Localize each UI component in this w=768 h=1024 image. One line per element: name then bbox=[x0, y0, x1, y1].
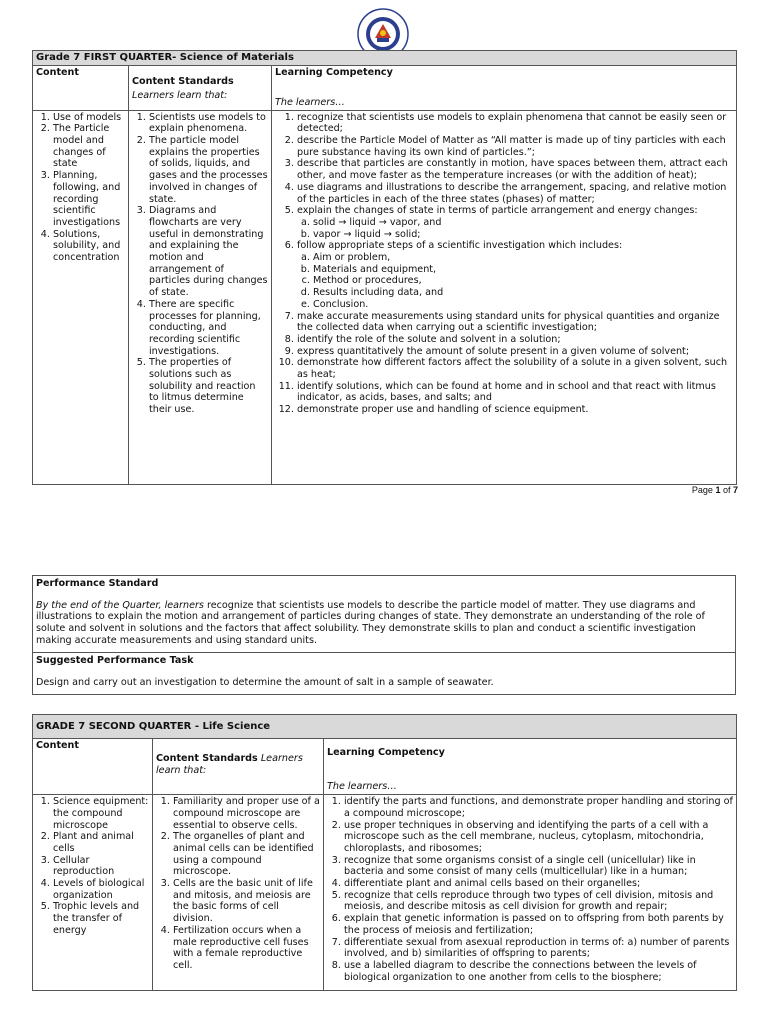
sub-list-item: a. Aim or problem, bbox=[313, 252, 733, 264]
list-item: 3. Cellular reproduction bbox=[53, 855, 149, 878]
q2-competency-sub: The learners… bbox=[324, 777, 737, 794]
performance-standard-label: Performance Standard bbox=[36, 578, 159, 589]
q1-title: Grade 7 FIRST QUARTER- Science of Materials bbox=[33, 51, 737, 66]
list-item: 1. Science equipment: the compound microscope bbox=[53, 796, 149, 831]
list-item: 2. describe the Particle Model of Matter as “All matter is made up of tiny particles with each pure substance having its own kind of particles.”; bbox=[297, 135, 733, 158]
q1-competency-cell bbox=[272, 110, 737, 484]
performance-standard-text: recognize that scientists use models to describe the particle model of matter. They use diagrams and illustrations to explain the motion and arrangement of particles during changes of state. They demonstrate an understanding of the role of solute and solvent in solutions and the factors that affect solubility. They demonstrate skills to plan and conduct a scientific investigation making accurate measurements and using standard units. bbox=[36, 599, 705, 646]
list-item: 1. recognize that scientists use models to explain phenomena that cannot be easily seen or detected; bbox=[297, 112, 733, 135]
q2-table bbox=[32, 714, 737, 991]
list-item: 4. There are specific processes for planning, conducting, and recording scientific investigations. bbox=[149, 299, 268, 358]
q2-standards-cell bbox=[153, 795, 324, 991]
list-item: 3. recognize that some organisms consist of a single cell (unicellular) like in bacteria and some consist of many cells (multicellular) like in a human; bbox=[344, 855, 733, 878]
list-item: 7. differentiate sexual from asexual reproduction in terms of: a) number of parents involved, and b) similarities of offspring to parents; bbox=[344, 937, 733, 960]
list-item: 2. The organelles of plant and animal cells can be identified using a compound microscope. bbox=[173, 831, 320, 878]
list-item: 11. identify solutions, which can be found at home and in school and that react with litmus indicator, as acids, bases, and salts; and bbox=[297, 381, 733, 404]
q2-col-competency: Learning Competency bbox=[327, 747, 445, 758]
sub-list-item: c. Method or procedures, bbox=[313, 275, 733, 287]
q2-title: GRADE 7 SECOND QUARTER - Life Science bbox=[33, 715, 737, 739]
list-item: 1. identify the parts and functions, and demonstrate proper handling and storing of a compound microscope; bbox=[344, 796, 733, 819]
list-item: 4. use diagrams and illustrations to describe the arrangement, spacing, and relative motion of the particles in each of the three states (phases) of matter; bbox=[297, 182, 733, 205]
q2-col-standards: Content Standards bbox=[156, 753, 258, 764]
list-item: 4. Levels of biological organization bbox=[53, 878, 149, 901]
q1-competency-sub: The learners… bbox=[272, 89, 737, 110]
list-item: 3. Planning, following, and recording scientific investigations bbox=[53, 170, 125, 229]
list-item: 3. describe that particles are constantly in motion, have spaces between them, attract each other, and move faster as the temperature increases (or with the addition of heat); bbox=[297, 158, 733, 181]
list-item bbox=[297, 240, 733, 310]
list-item: 1. Scientists use models to explain phenomena. bbox=[149, 112, 268, 135]
list-item: 3. Diagrams and flowcharts are very useful in demonstrating and explaining the motion and arrangement of particles during changes of state. bbox=[149, 205, 268, 299]
list-item: 8. identify the role of the solute and solvent in a solution; bbox=[297, 334, 733, 346]
list-item bbox=[297, 205, 733, 240]
list-item: 5. Trophic levels and the transfer of energy bbox=[53, 901, 149, 936]
list-item: 2. Plant and animal cells bbox=[53, 831, 149, 854]
q1-col-standards: Content Standards bbox=[132, 76, 234, 88]
q1-content-cell bbox=[33, 110, 129, 484]
list-item: 2. The Particle model and changes of state bbox=[53, 123, 125, 170]
q1-standards-cell bbox=[129, 110, 272, 484]
performance-task-text: Design and carry out an investigation to determine the amount of salt in a sample of seawater. bbox=[36, 677, 494, 689]
q2-standards-sub-inline: Learners learn that: bbox=[156, 753, 303, 776]
list-item: 2. The particle model explains the properties of solids, liquids, and gases and the processes involved in changes of state. bbox=[149, 135, 268, 205]
list-item: 5. recognize that cells reproduce through two types of cell division, mitosis and meiosis, and describe mitosis as cell division for growth and repair; bbox=[344, 890, 733, 913]
page-of: of bbox=[720, 485, 733, 495]
list-item: 1. Use of models bbox=[53, 112, 125, 124]
q1-table bbox=[32, 50, 737, 485]
sub-list-item: b. Materials and equipment, bbox=[313, 264, 733, 276]
performance-table bbox=[32, 575, 736, 695]
list-item-text: explain the changes of state in terms of particle arrangement and energy changes: bbox=[297, 205, 698, 217]
list-item: 9. express quantitatively the amount of solute present in a given volume of solvent; bbox=[297, 346, 733, 358]
q1-standards-sub: Learners learn that: bbox=[129, 89, 272, 110]
page-current: 1 bbox=[715, 485, 721, 495]
performance-standard-intro: By the end of the Quarter, learners bbox=[36, 599, 204, 611]
q1-col-competency: Learning Competency bbox=[275, 67, 393, 79]
list-item: 12. demonstrate proper use and handling of science equipment. bbox=[297, 404, 733, 416]
q2-competency-cell bbox=[324, 795, 737, 991]
performance-task-label: Suggested Performance Task bbox=[36, 654, 194, 666]
list-item: 1. Familiarity and proper use of a compound microscope are essential to observe cells. bbox=[173, 796, 320, 831]
list-item: 4. Fertilization occurs when a male reproductive cell fuses with a female reproductive cell. bbox=[173, 925, 320, 972]
list-item: 4. differentiate plant and animal cells based on their organelles; bbox=[344, 878, 733, 890]
q2-content-cell bbox=[33, 795, 153, 991]
list-item: 4. Solutions, solubility, and concentration bbox=[53, 229, 125, 264]
page-total: 7 bbox=[732, 485, 738, 495]
list-item: 2. use proper techniques in observing and identifying the parts of a cell with a microscope such as the cell membrane, nucleus, cytoplasm, mitochondria, chloroplasts, and ribosomes; bbox=[344, 820, 733, 855]
list-item-text: follow appropriate steps of a scientific investigation which includes: bbox=[297, 240, 623, 252]
sub-list-item: a. solid → liquid → vapor, and bbox=[313, 217, 733, 229]
sub-list-item: b. vapor → liquid → solid; bbox=[313, 229, 733, 241]
list-item: 5. The properties of solutions such as solubility and reaction to litmus determine their use. bbox=[149, 357, 268, 416]
list-item: 8. use a labelled diagram to describe the connections between the levels of biological organization to one another from cells to the biosphere; bbox=[344, 960, 733, 983]
page-number bbox=[660, 485, 738, 496]
list-item: 6. explain that genetic information is passed on to offspring from both parents by the process of meiosis and fertilization; bbox=[344, 913, 733, 936]
page-prefix: Page bbox=[691, 485, 716, 495]
q2-col-content: Content bbox=[33, 739, 153, 795]
q1-col-content: Content bbox=[33, 66, 129, 110]
list-item: 7. make accurate measurements using standard units for physical quantities and organize the collected data when carrying out a scientific investigation; bbox=[297, 311, 733, 334]
list-item: 3. Cells are the basic unit of life and mitosis, and meiosis are the basic forms of cell division. bbox=[173, 878, 320, 925]
list-item: 10. demonstrate how different factors affect the solubility of a solute in a given solvent, such as heat; bbox=[297, 357, 733, 380]
sub-list-item: e. Conclusion. bbox=[313, 299, 733, 311]
sub-list-item: d. Results including data, and bbox=[313, 287, 733, 299]
